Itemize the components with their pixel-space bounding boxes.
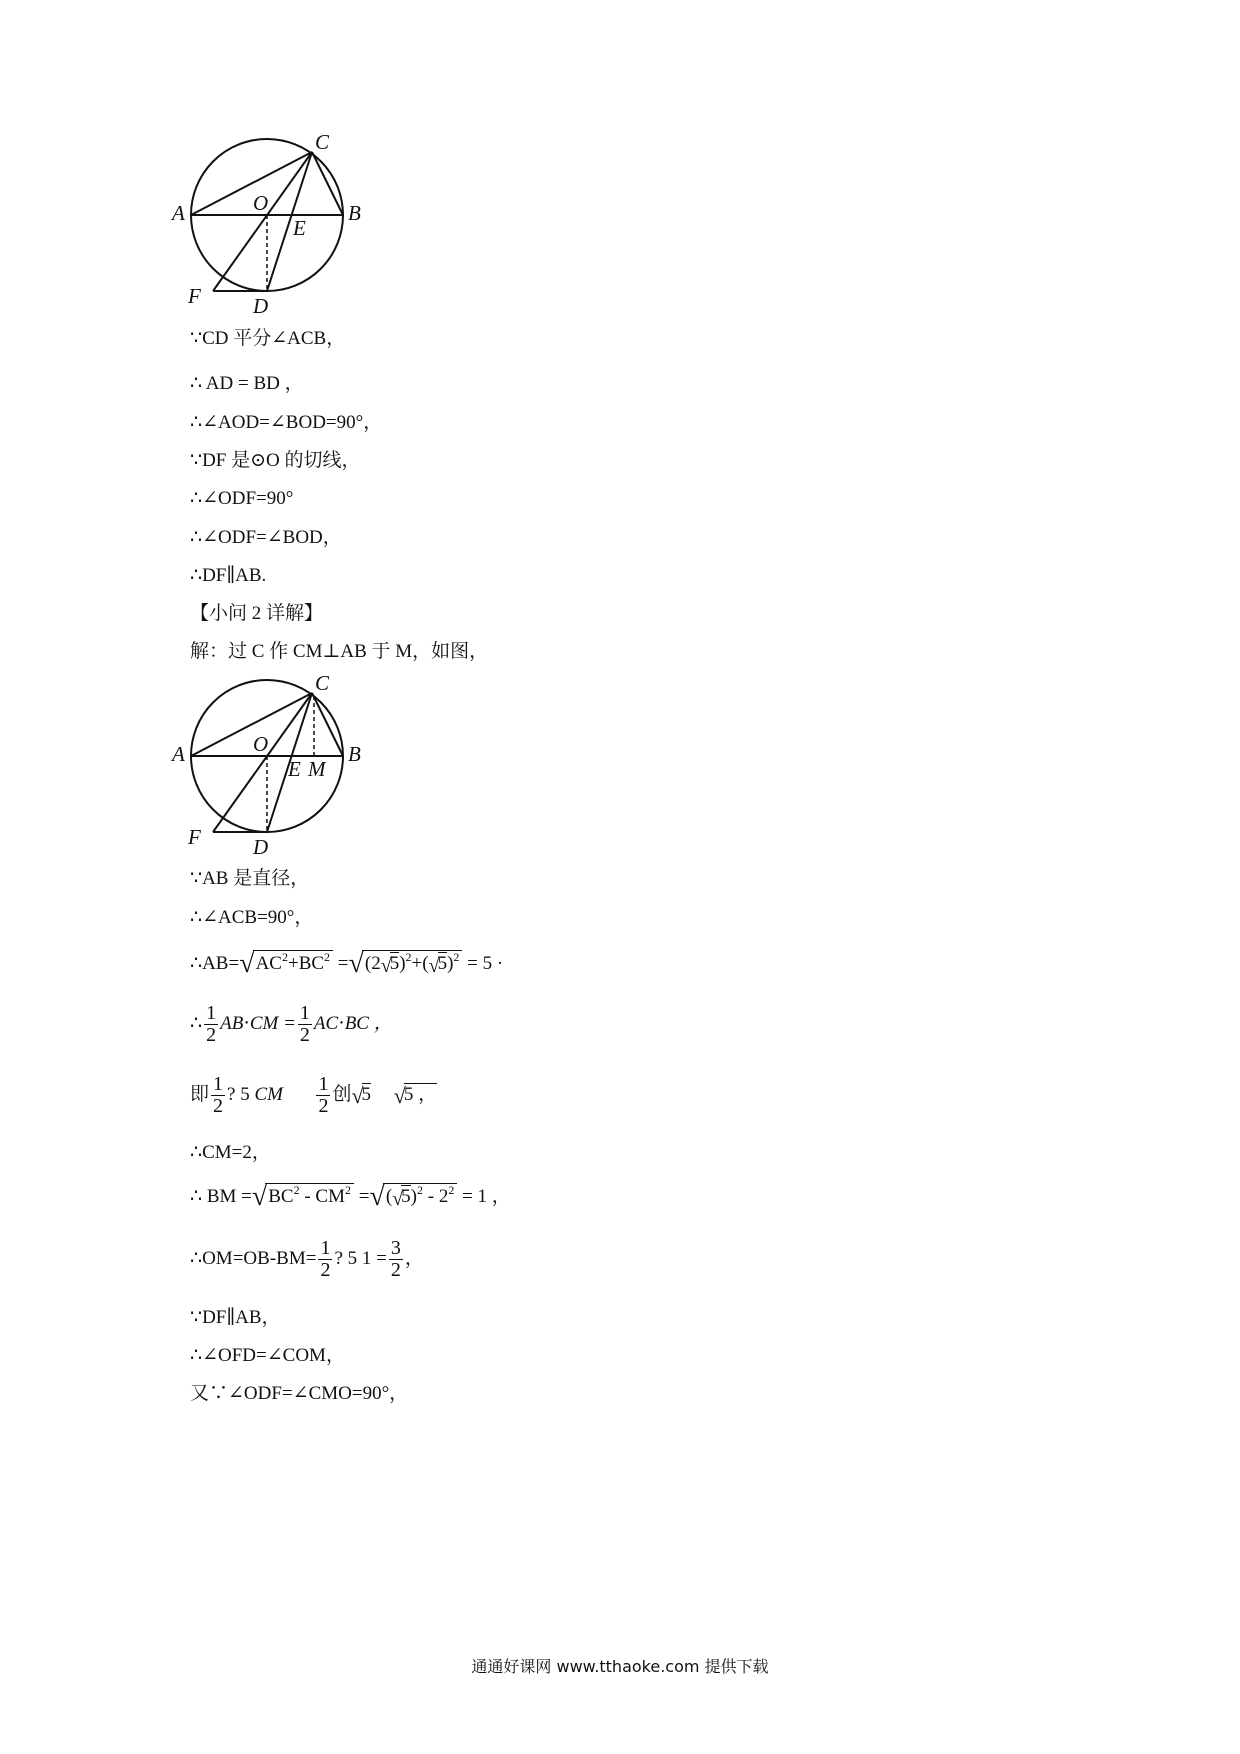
p2-line-1: ∵AB 是直径， [190, 868, 310, 889]
label-o-2: O [253, 732, 269, 756]
label-o: O [253, 191, 269, 215]
sqrt-body-2: $(2√5)^2+(√5)^2$ [362, 950, 463, 976]
proof-line-6: ∴∠ODF=∠BOD， [190, 527, 342, 548]
solution-intro: 解：过 C 作 CM⊥AB 于 M，如图， [190, 641, 489, 662]
label-b-2: B [348, 742, 361, 766]
label-c-2: C [315, 671, 330, 695]
p2-line-9: ∵DF∥AB， [190, 1307, 281, 1328]
label-e: E [293, 216, 306, 240]
p2-line-2: ∴∠ACB=90°， [190, 907, 314, 928]
fraction-half-2: $\frac{1}{2}$ [299, 1002, 310, 1046]
fraction-half: $\frac{1}{2}$ [206, 1002, 217, 1046]
proof-line-4: ∵DF 是⊙O 的切线， [190, 450, 361, 471]
page-footer: 通通好课网 www.tthaoke.com 提供下载 [471, 1657, 769, 1676]
p2-line-8: ∴OM=OB-BM= $\frac{1}{2}$ ? 5 1 = $\frac{3}{2}$ ， [190, 1237, 424, 1281]
sqrt-body: $AC^2+BC^2$ [253, 950, 333, 973]
label-a-2: A [172, 742, 185, 766]
proof-line-1: ∵CD 平分∠ACB， [190, 328, 346, 349]
label-d-2: D [253, 835, 269, 859]
proof-line-5: ∴∠ODF=90° [190, 488, 294, 509]
label-e-2: E [288, 757, 301, 781]
sqrt-sign: √ [239, 948, 255, 979]
proof-line-7: ∴DF∥AB. [190, 565, 267, 586]
label-m-2: M [308, 757, 326, 781]
p2-line-4: ∴ $\frac{1}{2}$ AB⋅CM = $\frac{1}{2}$ AC⋅BC ， [190, 1002, 393, 1046]
chord-cb-2 [312, 693, 343, 756]
figure-2 [172, 671, 420, 876]
p2-line-6: ∴CM=2， [190, 1142, 271, 1163]
ab-eq: ∴AB= [190, 953, 240, 974]
p2-line-10: ∴∠OFD=∠COM， [190, 1345, 345, 1366]
label-f: F [188, 284, 201, 308]
label-c: C [315, 130, 330, 154]
label-b: B [348, 201, 361, 225]
figure-1-diagram [172, 130, 420, 335]
p2-line-7: ∴ BM $=√BC^2 - CM^2 =√(√5)^2 - 2^2 = 1$ ， [190, 1181, 511, 1212]
chord-cb [312, 152, 343, 215]
figure-1 [172, 130, 420, 335]
proof-line-2: ∴ AD = BD ， [190, 373, 304, 394]
proof-line-3: ∴∠AOD=∠BOD=90°， [190, 412, 383, 433]
p2-line-3: $\therefore AB=√AC^2+BC^2 =√(2√5)^2+(√5)^2 = 5$ · [190, 948, 504, 979]
section-2-title: 【小问 2 详解】 [190, 603, 324, 624]
p2-line-5: 即 $\frac{1}{2}$ ? 5 CM $\frac{1}{2}$ 创√5 √5 ， [190, 1073, 438, 1117]
label-a: A [172, 201, 185, 225]
label-d: D [253, 294, 269, 318]
label-f-2: F [188, 825, 201, 849]
figure-2-diagram [172, 671, 420, 876]
p2-line-11: 又∵∠ODF=∠CMO=90°， [190, 1383, 409, 1404]
